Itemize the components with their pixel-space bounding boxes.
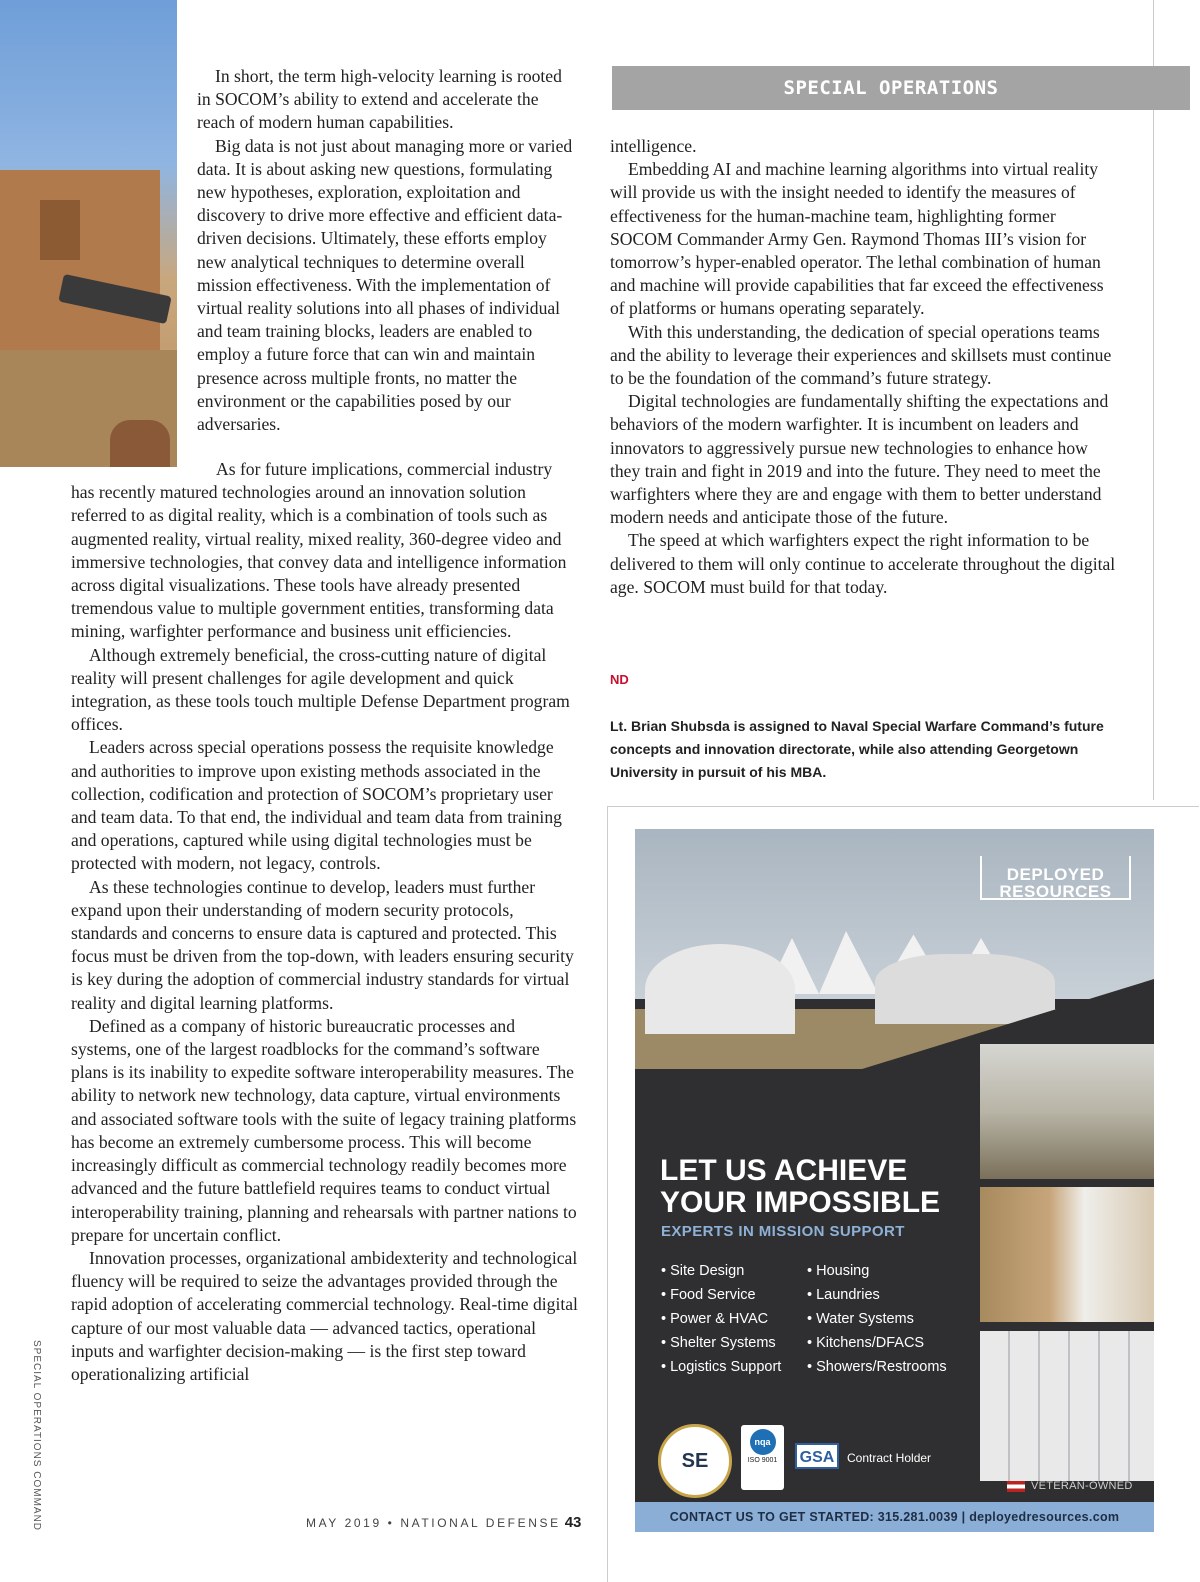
logo-line: DEPLOYED <box>1006 865 1105 884</box>
ad-services-list-right <box>807 1259 947 1379</box>
paragraph: With this understanding, the dedication of special operations teams and the ability to leverage their experiences and skillsets must continue to be the foundation of the command’s future strategy. <box>610 321 1112 389</box>
article-column-1-top <box>197 65 579 436</box>
paragraph: Digital technologies are fundamentally shifting the expectations and behaviors of the modern warfighter. It is incumbent on leaders and innovators to aggressively pursue new technologies to enhance how they train and fight in 2019 and into the future. They need to meet the warfighters where they are and engage with them to better understand modern needs and anticipate those of the future. <box>610 391 1109 528</box>
contract-holder-label: Contract Holder <box>847 1451 932 1465</box>
paragraph: Defined as a company of historic bureaucratic processes and systems, one of the largest roadblocks for the command’s software plans is its inability to expedite software interoperability measures. The ability to network new technology, data capture, virtual environments and associated software tools with the suite of legacy training platforms has become an extremely cumbersome process. This will become increasingly difficult as commercial technology readily becomes more advanced and the future battlefield requires teams to conduct virtual interoperability training, planning and rehearsals with partner nations to prepare for uncertain conflict. <box>71 1015 577 1245</box>
ad-tent <box>875 954 1055 1024</box>
paragraph: intelligence. <box>610 136 697 156</box>
deployed-resources-logo <box>980 856 1131 900</box>
flag-icon <box>1007 1481 1025 1492</box>
soldier-vr-photo <box>0 0 177 467</box>
ad-subheadline: EXPERTS IN MISSION SUPPORT <box>661 1223 905 1240</box>
list-item: • Showers/Restrooms <box>807 1359 947 1375</box>
sustainable-economical-seal-icon: SE <box>658 1424 732 1498</box>
ad-dining-hall-photo <box>980 1044 1154 1179</box>
logo-line: RESOURCES <box>999 882 1112 901</box>
paragraph: As these technologies continue to develop, leaders must further expand upon their understanding of modern security protocols, standards and concerns to ensure data is captured and protected. This focus must be driven from the top-down, with leaders ensuring security is key during the adoption of commercial industry standards for virtual reality and digital learning platforms. <box>71 876 574 1013</box>
ad-headline-line: LET US ACHIEVE <box>660 1154 908 1187</box>
nqa-iso-badge-icon <box>741 1425 784 1490</box>
veteran-owned-label <box>1007 1480 1133 1492</box>
list-item: • Site Design <box>661 1263 745 1279</box>
nqa-logo: nqa <box>750 1429 776 1455</box>
paragraph: Innovation processes, organizational ambidexterity and technological fluency will be required to seize the advantages provided through the rapid adoption of accelerating commercial technology. Real-time digital capture of our most valuable data — advanced tactics, operational inputs and warfighter decision-making — is the first step toward operationalizing artificial <box>71 1247 578 1384</box>
page-footer <box>306 1514 581 1531</box>
article-column-2 <box>610 135 1120 599</box>
iso-label: ISO 9001 <box>747 1457 778 1464</box>
list-item: • Power & HVAC <box>661 1311 769 1327</box>
list-item: • Housing <box>807 1263 870 1279</box>
ad-headline <box>660 1155 980 1219</box>
ad-headline-line: YOUR IMPOSSIBLE <box>660 1186 941 1219</box>
list-item: • Food Service <box>661 1287 756 1303</box>
column-rule <box>1153 110 1154 800</box>
paragraph: Embedding AI and machine learning algorithms into virtual reality will provide us with the insight needed to identify the measures of effectiveness for the human-machine team, highlighting former SOCOM Commander Army Gen. Raymond Thomas III’s vision for tomorrow’s hyper-enabled operator. The lethal combination of human and machine will provide capabilities that far exceed the effectiveness of platforms or humans operating separately. <box>610 159 1104 319</box>
list-item: • Water Systems <box>807 1311 914 1327</box>
veteran-owned-text: VETERAN-OWNED <box>1031 1480 1133 1492</box>
paragraph: As for future implications, commercial industry has recently matured technologies around an innovation solution referred to as digital reality, which is a combination of tools such as augmented reality, virtual reality, mixed reality, 360-degree video and immersive technologies, that convey data and intelligence information across digital visualizations. These tools have already presented tremendous value to multiple government entities, transforming data mining, warfighter performance and business unit efficiencies. <box>71 459 567 642</box>
article-column-1-bottom <box>71 458 579 1386</box>
list-item: • Logistics Support <box>661 1359 782 1375</box>
ad-laundry-photo <box>980 1331 1154 1481</box>
footer-issue: MAY 2019 • NATIONAL DEFENSE <box>306 1516 561 1530</box>
ad-shelter-photo <box>980 1187 1154 1322</box>
author-bio: Lt. Brian Shubsda is assigned to Naval Special Warfare Command’s future concepts and innovation directorate, while also attending Georgetown University in pursuit of his MBA. <box>610 718 1104 780</box>
section-banner-label: SPECIAL OPERATIONS <box>783 77 999 99</box>
gsa-logo-icon: GSA <box>795 1443 839 1469</box>
side-section-label: SPECIAL OPERATIONS COMMAND <box>31 1340 42 1532</box>
paragraph: Leaders across special operations possess the requisite knowledge and authorities to improve upon existing methods associated in the collection, codification and protection of SOCOM’s proprietary user and team data. To that end, the individual and team data from training and operations, captured while using digital technologies must be protected with modern, not legacy, controls. <box>71 737 562 874</box>
paragraph: Big data is not just about managing more or varied data. It is about asking new questions, formulating new hypotheses, exploration, exploitation and discovery to drive more effective and efficient data-driven decisions. Ultimately, these efforts employ new analytical techniques to determine overall mission effectiveness. With the implementation of virtual reality solutions into all phases of individual and team training blocks, leaders are enabled to employ a future force that can win and maintain presence across multiple fronts, no matter the environment or the capabilities posed by our adversaries. <box>197 135 573 435</box>
photo-building <box>0 170 160 350</box>
ad-services-list-left <box>661 1259 781 1379</box>
paragraph: In short, the term high-velocity learning is rooted in SOCOM’s ability to extend and accelerate the reach of modern human capabilities. <box>197 66 562 133</box>
ad-contact-bar[interactable]: CONTACT US TO GET STARTED: 315.281.0039 | deployedresources.com <box>635 1502 1154 1532</box>
list-item: • Kitchens/DFACS <box>807 1335 925 1351</box>
advertisement[interactable] <box>635 829 1154 1532</box>
photo-window <box>40 200 80 260</box>
list-item: • Laundries <box>807 1287 880 1303</box>
column-rule <box>1153 0 1154 66</box>
page-number: 43 <box>564 1514 582 1531</box>
paragraph: The speed at which warfighters expect the right information to be delivered to them will only continue to accelerate throughout the digital age. SOCOM must build for that today. <box>610 530 1116 597</box>
paragraph: Although extremely beneficial, the cross-cutting nature of digital reality will present challenges for agile development and quick integration, as these tools touch multiple Defense Department program offices. <box>71 644 570 735</box>
end-mark: ND <box>610 672 629 687</box>
section-banner <box>612 66 1190 110</box>
list-item: • Shelter Systems <box>661 1335 776 1351</box>
ad-tent <box>645 944 795 1034</box>
